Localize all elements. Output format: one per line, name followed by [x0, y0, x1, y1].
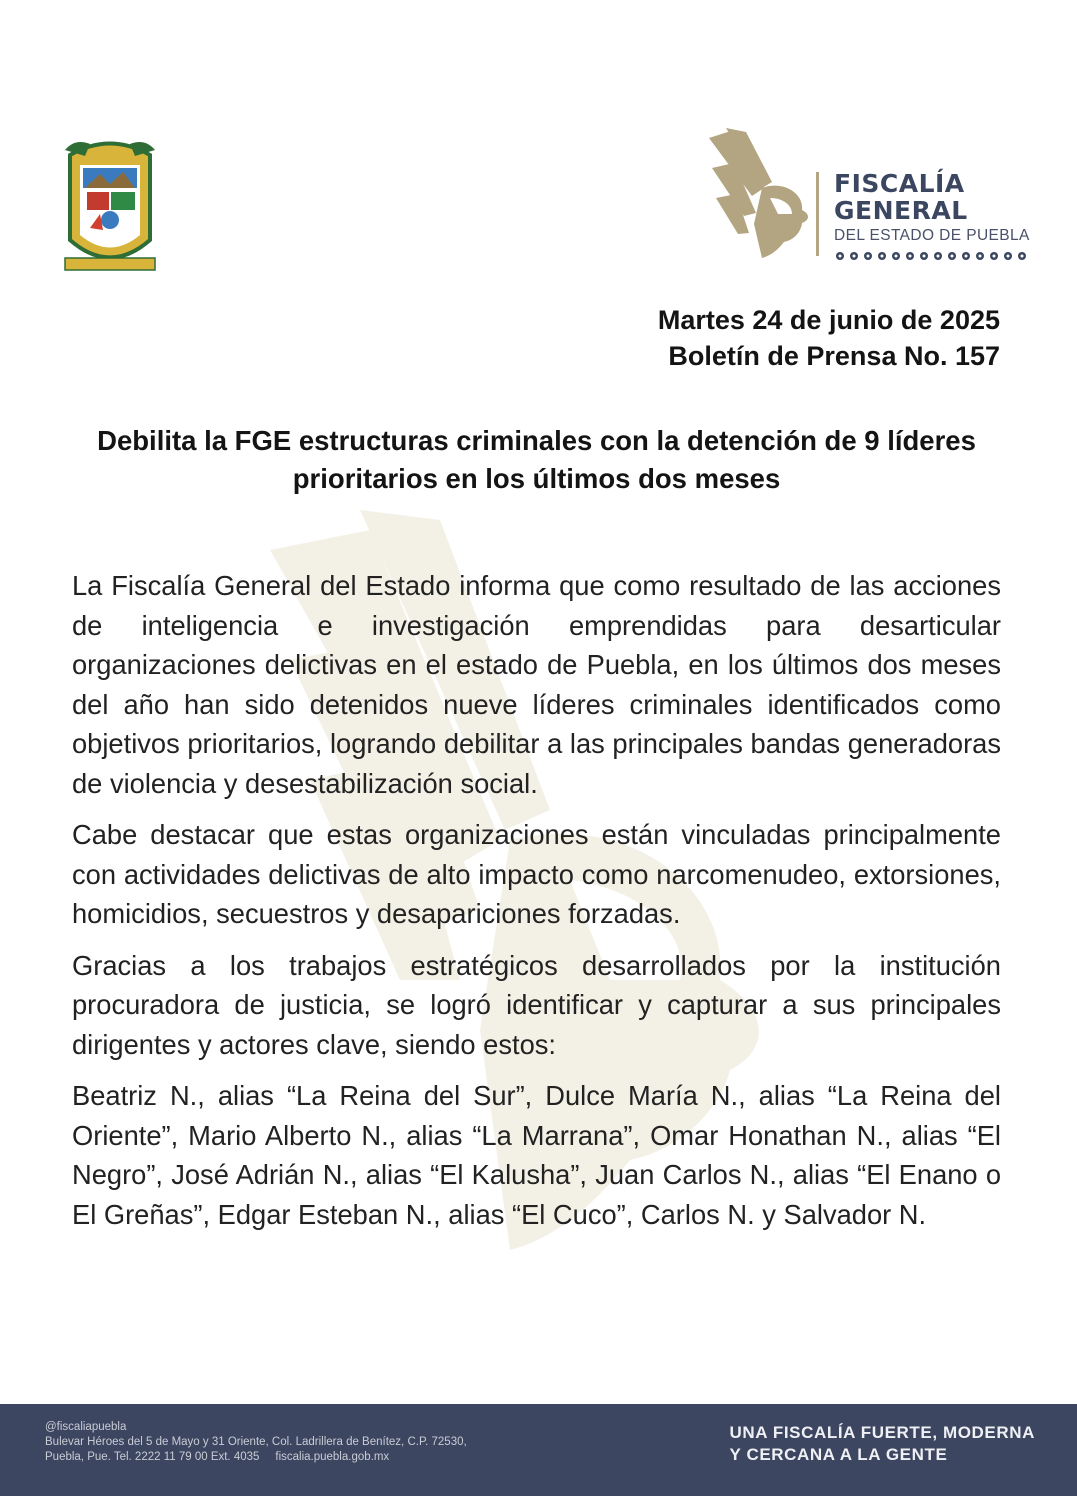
logo-line-estado: DEL ESTADO DE PUEBLA	[834, 227, 1030, 244]
bulletin-number: Boletín de Prensa No. 157	[668, 341, 1000, 371]
footer-slogan-2: Y CERCANA A LA GENTE	[729, 1445, 948, 1464]
body-text	[72, 566, 1001, 1246]
bulletin-meta	[658, 302, 1000, 374]
logo-fretwork-pattern	[834, 250, 1032, 262]
footer-bar	[0, 1404, 1077, 1496]
logo-line-general: GENERAL	[834, 196, 968, 225]
logo-divider	[816, 172, 819, 256]
footer-slogan	[730, 1422, 1035, 1466]
paragraph-1: La Fiscalía General del Estado informa que como resultado de las acciones de inteligencia e investigación emprendidas para desarticular organizaciones delictivas en el estado de Puebla, en los últimos dos meses del año han sido detenidos nueve líderes criminales identificados como objetivos prioritarios, logrando debilitar a las principales bandas generadoras de violencia y desestabilización social.	[72, 570, 1001, 799]
footer-slogan-1: UNA FISCALÍA FUERTE, MODERNA	[729, 1423, 1035, 1442]
paragraph-2: Cabe destacar que estas organizaciones están vinculadas principalmente con actividades delictivas de alto impacto como narcomenudeo, extorsiones, homicidios, secuestros y desapariciones forzadas.	[72, 819, 1001, 929]
fge-logo	[704, 128, 1044, 263]
fge-head-emblem	[704, 128, 814, 258]
footer-address-2: Puebla, Pue. Tel. 2222 11 79 00 Ext. 4035 fiscalia.puebla.gob.mx	[45, 1451, 390, 1463]
paragraph-4: Beatriz N., alias “La Reina del Sur”, Dulce María N., alias “La Reina del Oriente”, Mario Alberto N., alias “La Marrana”, Omar Honathan N., alias “El Negro”, José Adrián N., alias “El Kalusha”, Juan Carlos N., alias “El Enano o El Greñas”, Edgar Esteban N., alias “El Cuco”, Carlos N. y Salvador N.	[72, 1080, 1001, 1230]
footer-handle: @fiscaliapuebla	[45, 1421, 127, 1433]
logo-line-fiscalia: FISCALÍA	[834, 169, 965, 198]
footer-contact	[45, 1420, 467, 1465]
headline: Debilita la FGE estructuras criminales con la detención de 9 líderes prioritarios en los últimos dos meses	[97, 425, 976, 494]
paragraph-3: Gracias a los trabajos estratégicos desarrollados por la institución procuradora de justicia, se logró identificar y capturar a sus principales dirigentes y actores clave, siendo estos:	[72, 949, 1001, 1060]
bulletin-date: Martes 24 de junio de 2025	[657, 305, 1000, 335]
state-coat-of-arms	[55, 130, 165, 280]
logo-wordmark	[834, 170, 1032, 262]
footer-address-1: Bulevar Héroes del 5 de Mayo y 31 Oriente, Col. Ladrillera de Benítez, C.P. 72530,	[45, 1436, 467, 1448]
